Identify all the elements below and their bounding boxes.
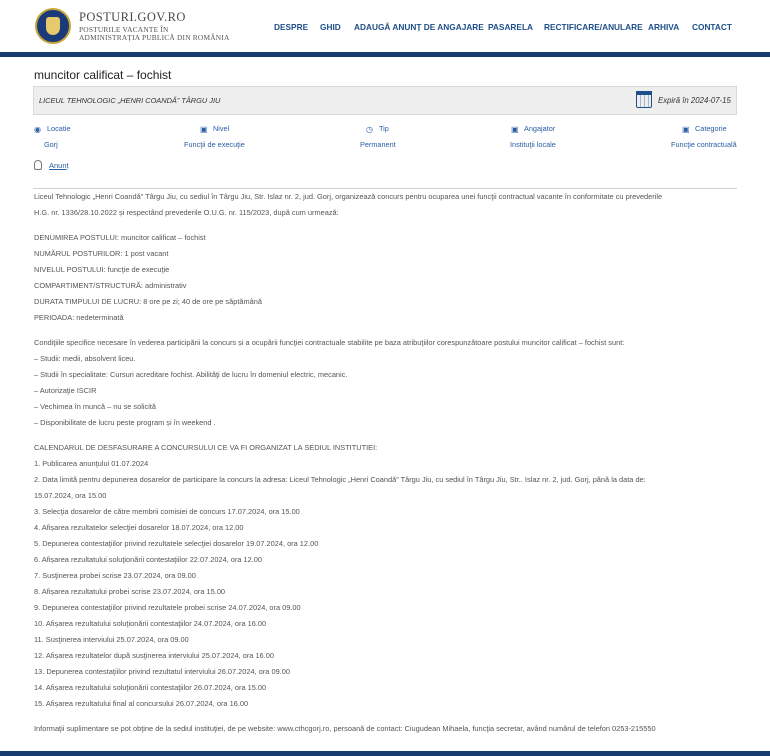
body-line: NIVELUL POSTULUI: funcţie de execuţie (34, 265, 170, 274)
body-line: – Disponibilitate de lucru peste program și în weekend . (34, 418, 216, 427)
body-line: 7. Susţinerea probei scrise 23.07.2024, ora 09.00 (34, 571, 196, 580)
nav-contact[interactable]: CONTACT (692, 22, 732, 32)
site-name[interactable]: POSTURI.GOV.RO (79, 10, 186, 24)
category-icon: ▣ (682, 125, 690, 134)
body-line: – Studii în specialitate: Cursuri acreditare fochist. Abilităţi de lucru în domeniul electric, mecanic. (34, 370, 348, 379)
body-line: DENUMIREA POSTULUI: muncitor calificat – fochist (34, 233, 206, 242)
body-line: PERIOADA: nedeterminată (34, 313, 124, 322)
site-header (0, 0, 770, 52)
employer-icon: ▣ (511, 125, 519, 134)
meta-value-locatie[interactable]: Gorj (44, 140, 58, 149)
site-tagline-2: ADMINISTRAȚIA PUBLICĂ DIN ROMÂNIA (79, 33, 230, 42)
meta-value-categorie[interactable]: Funcţie contractuală (671, 140, 737, 149)
nav-rectificare-anulare[interactable]: RECTIFICARE/ANULARE (544, 22, 643, 32)
meta-label-locatie: ◉ Locatie (34, 124, 71, 134)
nav-adauga-anunt[interactable]: ADAUGĂ ANUNȚ DE ANGAJARE (354, 22, 484, 32)
location-icon: ◉ (34, 125, 41, 134)
organization-bar (33, 86, 737, 115)
body-line: 13. Depunerea contestaţiilor privind rezultatul interviului 26.07.2024, ora 09.00 (34, 667, 290, 676)
body-line: – Studii: medii, absolvent liceu. (34, 354, 136, 363)
calendar-icon (636, 91, 652, 108)
body-line: DURATA TIMPULUI DE LUCRU: 8 ore pe zi; 40 de ore pe săptămână (34, 297, 262, 306)
body-line: 12. Afișarea rezultatelor după susţinerea interviului 25.07.2024, ora 16.00 (34, 651, 274, 660)
body-line: 6. Afișarea rezultatului soluţionării contestaţiilor 22.07.2024, ora 12.00 (34, 555, 263, 564)
meta-label-categorie: ▣ Categorie (682, 124, 727, 134)
body-line: 1. Publicarea anunţului 01.07.2024 (34, 459, 149, 468)
nav-pasarela[interactable]: PASARELA (488, 22, 534, 32)
body-line: NUMĂRUL POSTURILOR: 1 post vacant (34, 249, 169, 258)
job-title: muncitor calificat – fochist (34, 68, 172, 82)
meta-label-nivel: ▣ Nivel (200, 124, 230, 134)
meta-value-tip[interactable]: Permanent (360, 140, 396, 149)
body-line: Informaţii suplimentare se pot obţine de la sediul instituţiei, de pe website: www.cthcgorj.ro, persoană de contact: Ciugudean Mihaela, funcţia secretar, având numărul de telefon 0253-215550 (34, 724, 656, 733)
romania-coat-of-arms-logo[interactable] (35, 8, 71, 44)
body-line: 4. Afișarea rezultatelor selecţiei dosarelor 18.07.2024, ora 12.00 (34, 523, 244, 532)
organization-name: LICEUL TEHNOLOGIC „HENRI COANDĂ” TÂRGU JIU (39, 96, 221, 105)
body-line: 2. Data limită pentru depunerea dosarelor de participare la concurs la adresa: Liceul Tehnologic „Henri Coandă” Târgu Jiu, cu sediul în Târgu Jiu, Str.. Islaz nr. 2, jud. Gorj, până la data de: (34, 475, 646, 484)
meta-label-angajator: ▣ Angajator (511, 124, 556, 134)
body-line: 15. Afișarea rezultatului final al concursului 26.07.2024, ora 16.00 (34, 699, 249, 708)
meta-value-angajator[interactable]: Instituţii locale (510, 140, 556, 149)
body-line: COMPARTIMENT/STRUCTURĂ: administrativ (34, 281, 187, 290)
announcement-icon (34, 160, 42, 170)
site-tagline-1: POSTURILE VACANTE ÎN (79, 25, 169, 34)
body-line: Condiţiile specifice necesare în vederea participării la concurs și a ocupării funcţiei contractuale stabilite pe baza atribuţiilor corespunzătoare postului muncitor calificat – fochist sunt: (34, 338, 625, 347)
body-line: 9. Depunerea contestaţiilor privind rezultatele probei scrise 24.07.2024, ora 09.00 (34, 603, 301, 612)
body-line: H.G. nr. 1336/28.10.2022 și respectând prevederile O.U.G. nr. 115/2023, după cum urmează: (34, 208, 339, 217)
body-line: – Vechimea în muncă – nu se solicită (34, 402, 157, 411)
expiry-date: Expiră în 2024-07-15 (658, 96, 731, 105)
body-line: Liceul Tehnologic „Henri Coandă” Târgu Jiu, cu sediul în Târgu Jiu, Str. Islaz nr. 2, jud. Gorj, organizează concurs pentru ocuparea unei funcţii contractual vacante în conformitate cu prevederile (34, 192, 663, 201)
nav-ghid[interactable]: GHID (320, 22, 341, 32)
body-line: 15.07.2024, ora 15.00 (34, 491, 107, 500)
body-line: – Autorizaţie ISCIR (34, 386, 97, 395)
body-line: 11. Susţinerea interviului 25.07.2024, ora 09.00 (34, 635, 189, 644)
clock-icon: ◷ (366, 125, 373, 134)
footer-bar (0, 751, 770, 756)
body-line: CALENDARUL DE DESFASURARE A CONCURSULUI CE VA FI ORGANIZAT LA SEDIUL INSTITUTIEI: (34, 443, 378, 452)
header-divider-bar (0, 52, 770, 57)
nav-arhiva[interactable]: ARHIVA (648, 22, 680, 32)
briefcase-icon: ▣ (200, 125, 208, 134)
body-line: 14. Afișarea rezultatului soluţionării contestaţiilor 26.07.2024, ora 15.00 (34, 683, 267, 692)
tab-anunt[interactable]: Anunț (34, 160, 69, 170)
body-line: 8. Afișarea rezultatului probei scrise 23.07.2024, ora 15.00 (34, 587, 226, 596)
meta-label-tip: ◷ Tip (366, 124, 389, 134)
meta-value-nivel[interactable]: Funcţii de execuţie (184, 140, 245, 149)
body-line: 10. Afișarea rezultatului soluţionării contestaţiilor 24.07.2024, ora 16.00 (34, 619, 267, 628)
nav-despre[interactable]: DESPRE (274, 22, 309, 32)
section-divider (33, 188, 737, 189)
body-line: 5. Depunerea contestaţiilor privind rezultatele selecţiei dosarelor 19.07.2024, ora 12.00 (34, 539, 319, 548)
body-line: 3. Selecţia dosarelor de către membrii comisiei de concurs 17.07.2024, ora 15.00 (34, 507, 300, 516)
